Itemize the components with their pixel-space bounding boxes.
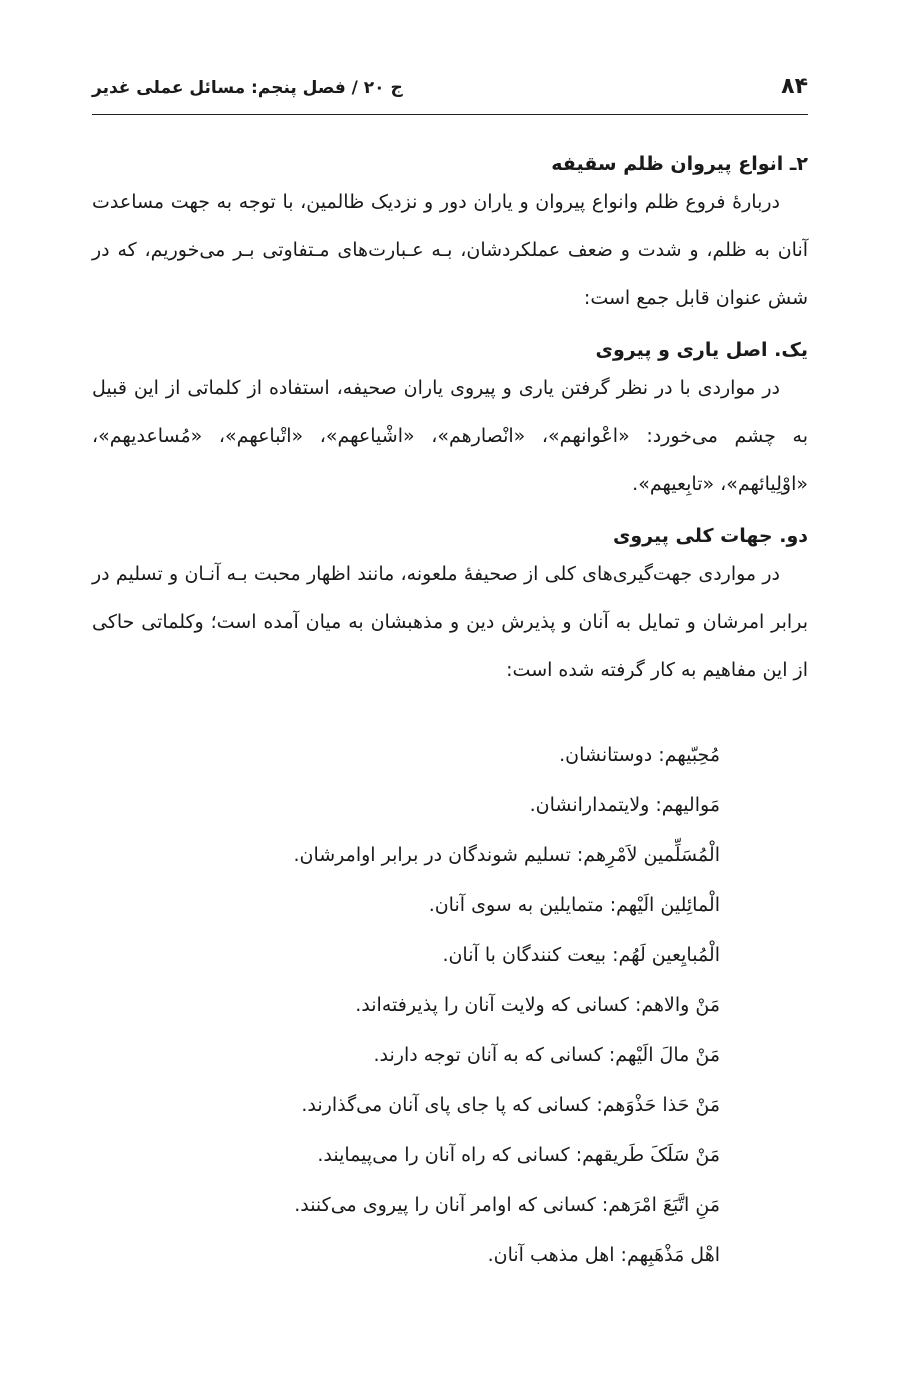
definition-item: مَنِ اتَّبَعَ امْرَهم: کسانی که اوامر آنان را پیروی می‌کنند. [294, 1194, 720, 1216]
text-line: و تسلیم در برابر امرشان و تمایل به آنان و پذیرش دین و مذهبشان به میان آمده است؛ [92, 563, 808, 633]
section-paragraph [92, 550, 808, 694]
text-line: مساعدت آنان به ظلم، و شدت و ضعف عملکردشان، بـه عـبارت‌های مـتفاوتی بـر [92, 191, 809, 261]
definition-item: مُحِبّیهم: دوستانشان. [559, 744, 720, 766]
definition-list [92, 730, 808, 1280]
text-line: در مواردی با در نظر گرفتن یاری و پیروی یاران صحیفه، استفاده از کلماتی از این [133, 377, 780, 399]
running-title: ج ۲۰ / فصل پنجم: مسائل عملی غدیر [92, 78, 403, 98]
page-number: ۸۴ [781, 74, 808, 99]
definition-item: الْمُبایِعین لَهُم: بیعت کنندگان با آنان. [442, 944, 720, 966]
text-line: می‌خوریم، که در شش عنوان قابل جمع است: [92, 239, 808, 309]
book-page [92, 0, 808, 1390]
text-line: در مواردی جهت‌گیری‌های کلی از صحیفۀ ملعونه، مانند اظهار محبت بـه آنـان [184, 563, 780, 585]
definition-item: الْمائِلین الَیْهم: متمایلین به سوی آنان. [428, 894, 720, 916]
section-paragraph [92, 178, 808, 322]
section-heading-general-aspects: دو. جهات کلی پیروی [612, 525, 808, 547]
definition-item: مَنْ والاهم: کسانی که ولایت آنان را پذیرفته‌اند. [355, 994, 720, 1016]
definition-item: مَنْ حَذا حَذْوَهم: کسانی که پا جای پای آنان می‌گذارند. [301, 1094, 720, 1116]
definition-item: مَنْ مالَ الَیْهم: کسانی که به آنان توجه دارند. [373, 1044, 720, 1066]
page-content [92, 150, 808, 1280]
page-header [92, 70, 808, 115]
section-heading-principle-of-support: یک. اصل یاری و پیروی [595, 339, 808, 361]
section-paragraph [92, 364, 808, 508]
text-line: «اوْلِیائهم»، «تابِعیهم». [632, 473, 808, 495]
definition-item: الْمُسَلِّمین لاَمْرِهم: تسلیم شوندگان در برابر اوامرشان. [293, 844, 720, 866]
text-line: وکلماتی حاکی از این مفاهیم به کار گرفته شده است: [92, 611, 808, 681]
definition-item: مَنْ سَلَکَ طَریقهم: کسانی که راه آنان را می‌پیمایند. [317, 1144, 720, 1166]
definition-item: اهْل مَذْهَبِهم: اهل مذهب آنان. [487, 1244, 720, 1266]
definition-item: مَوالیهم: ولایتمدارانشان. [529, 794, 720, 816]
section-heading-types-of-followers: ۲ـ انواع پیروان ظلم سقیفه [551, 153, 808, 175]
text-line: دربارۀ فروع ظلم وانواع پیروان و یاران دور و نزدیک ظالمین، با توجه به جهت [170, 191, 780, 213]
text-line: قبیل به چشم می‌خورد: «اعْوانهم»، «انْصارهم»، «اشْیاعهم»، «اتْباعهم»، «مُساعدیهم»، [92, 377, 808, 447]
